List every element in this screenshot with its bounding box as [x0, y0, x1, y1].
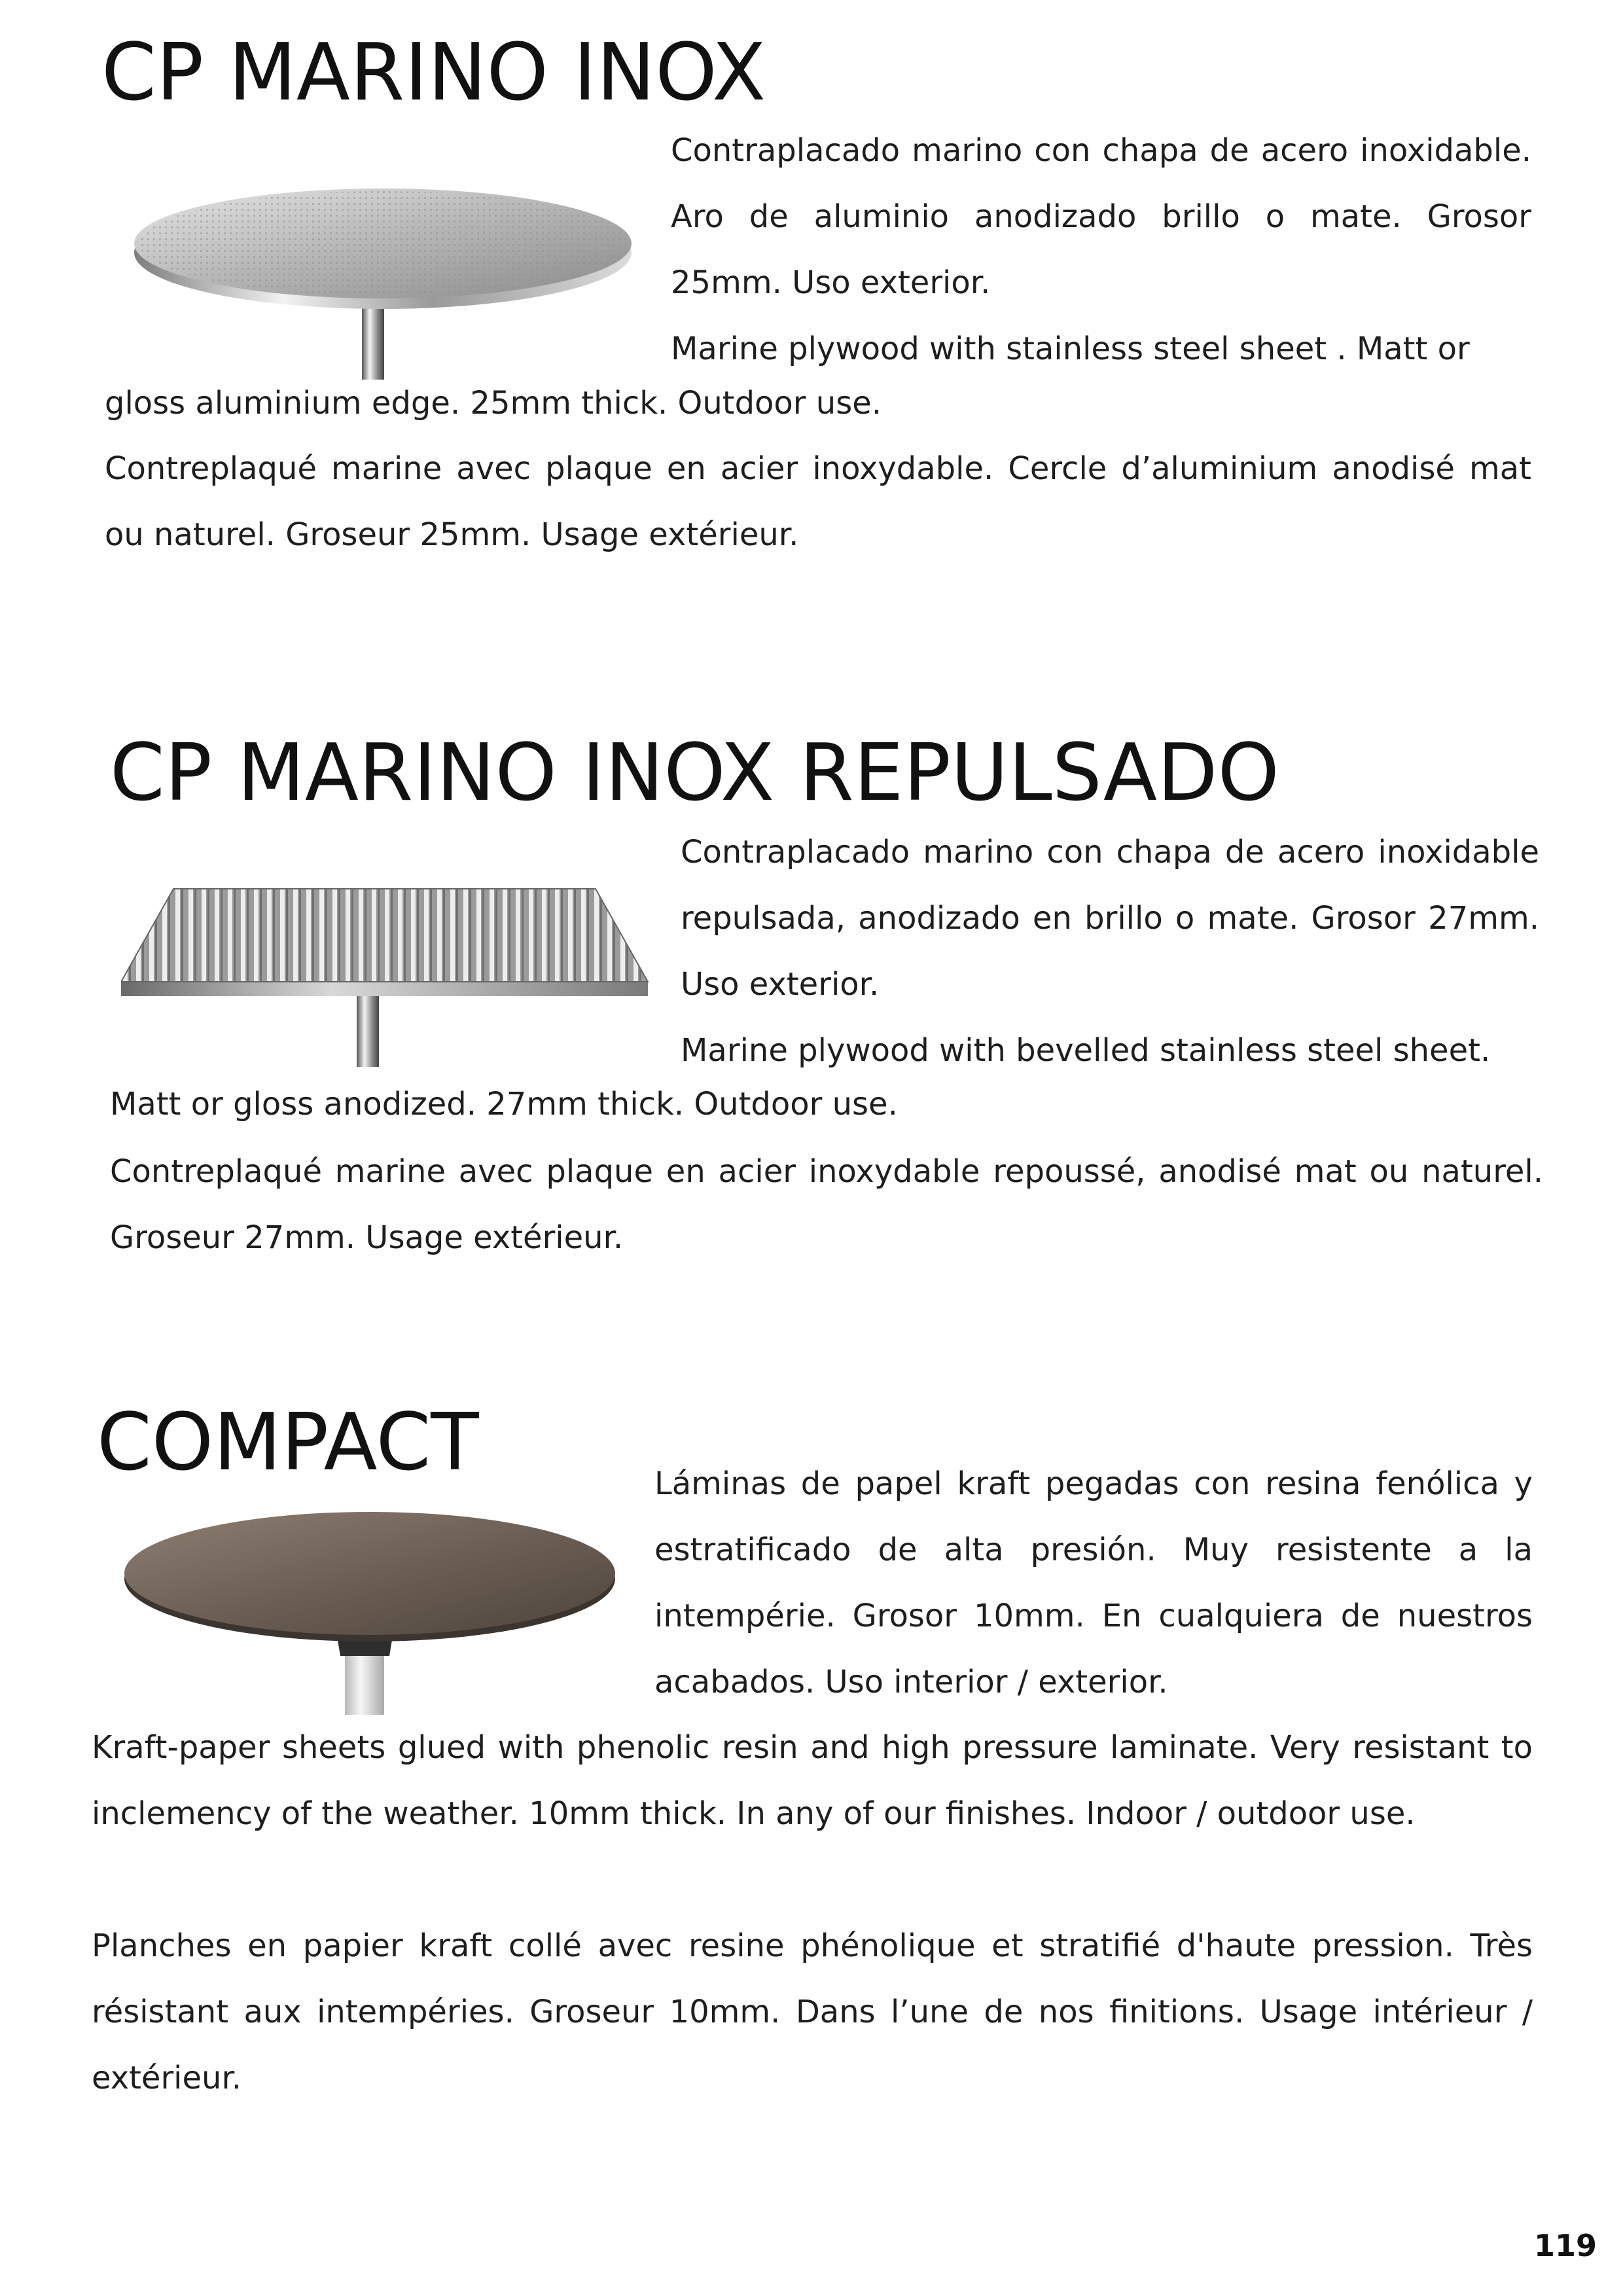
section-title-compact: COMPACT: [97, 1397, 479, 1488]
section-description-es: Láminas de papel kraft pegadas con resina fenólica y estratificado de alta presión. Muy resistente a la intempérie. Grosor 10mm. En cualquiera de nuestros acabados. Uso interior / exterior.: [654, 1465, 1533, 1700]
section-description-en: Kraft-paper sheets glued with phenolic resin and high pressure laminate. Very resistant to inclemency of the weather. 10mm thick. In any of our finishes. Indoor / outdoor use.: [92, 1729, 1533, 1832]
section-description-fr: Contreplaqué marine avec plaque en acier inoxydable repoussé, anodisé mat ou naturel. Groseur 27mm. Usage extérieur.: [110, 1153, 1543, 1256]
section-description-es: Contraplacado marino con chapa de acero inoxidable. Aro de aluminio anodizado brillo o mate. Grosor 25mm. Uso exterior.: [671, 132, 1531, 301]
round-compact-table-top-icon: [121, 1505, 632, 1715]
square-embossed-stainless-table-top-icon: [121, 884, 651, 1067]
section-title-cp-marino-inox-repulsado: CP MARINO INOX REPULSADO: [110, 728, 1279, 819]
section-title-cp-marino-inox: CP MARINO INOX: [101, 27, 766, 118]
section-description-fr: Contreplaqué marine avec plaque en acier inoxydable. Cercle d’aluminium anodisé mat ou naturel. Groseur 25mm. Usage extérieur.: [105, 450, 1531, 553]
section-description-en-start: Marine plywood with bevelled stainless steel sheet.: [681, 1032, 1491, 1069]
round-stainless-table-top-icon: [128, 183, 651, 380]
section-description-en-rest: Matt or gloss anodized. 27mm thick. Outdoor use.: [110, 1086, 898, 1122]
section-description-es: Contraplacado marino con chapa de acero inoxidable repulsada, anodizado en brillo o mate. Grosor 27mm. Uso exterior.: [681, 834, 1539, 1003]
section-description-en-rest: gloss aluminium edge. 25mm thick. Outdoor use.: [105, 385, 882, 422]
section-description-en-start: Marine plywood with stainless steel sheet . Matt or: [671, 331, 1470, 367]
section-description-fr: Planches en papier kraft collé avec resine phénolique et stratifié d'haute pression. Très résistant aux intempéries. Groseur 10mm. Dans l’une de nos finitions. Usage intérieur / extérieur.: [92, 1928, 1533, 2096]
page-number: 119: [1533, 2228, 1597, 2263]
